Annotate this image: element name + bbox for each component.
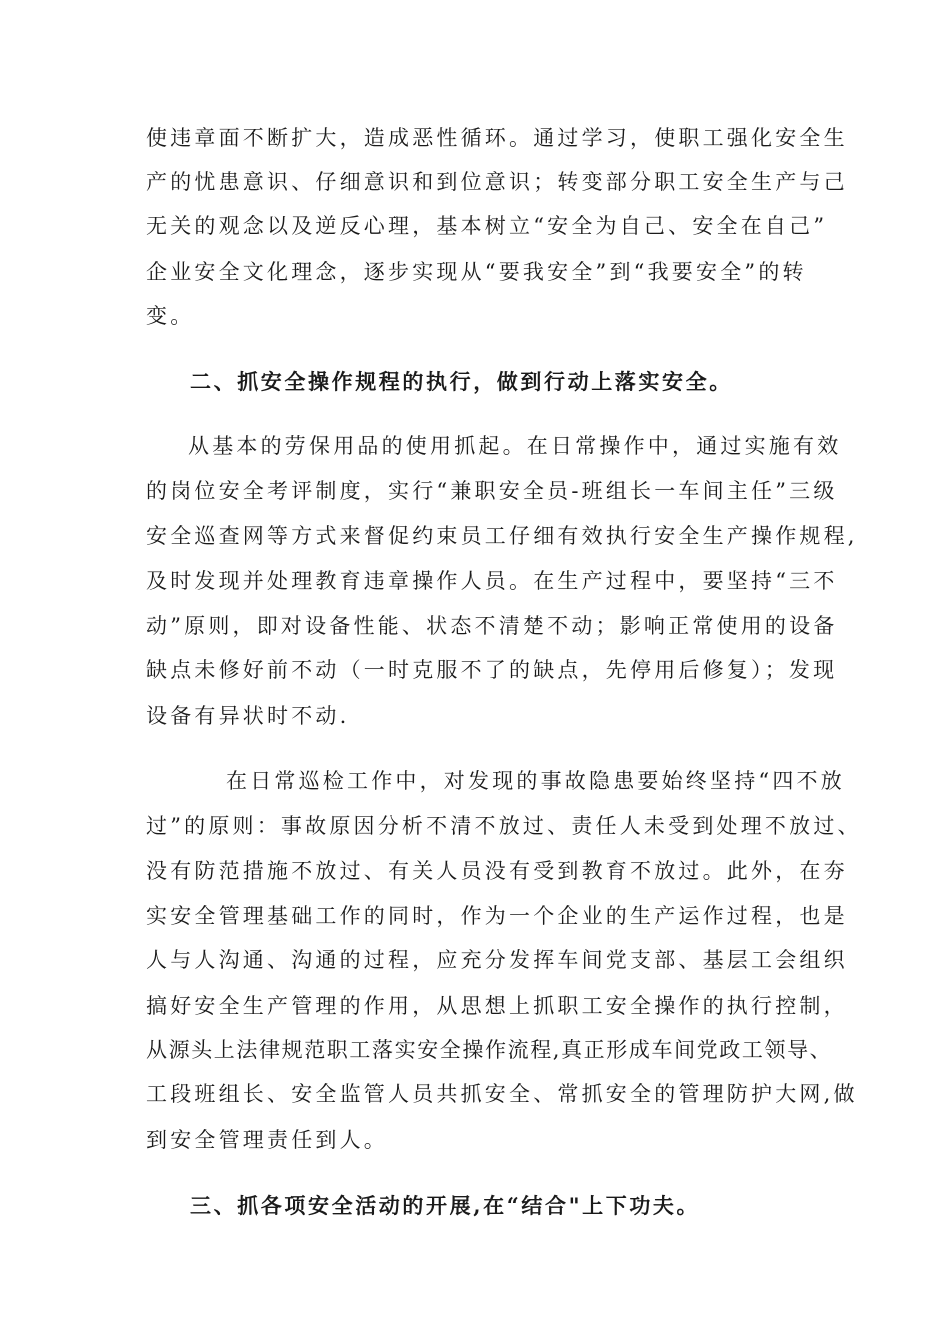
paragraph-1-line-2: 产的忧患意识、仔细意识和到位意识；转变部分职工安全生产与己 [146,170,848,194]
paragraph-3-line-6: 搞好安全生产管理的作用，从思想上抓职工安全操作的执行控制， [146,994,848,1018]
paragraph-2-line-3: 安全巡查网等方式来督促约束员工仔细有效执行安全生产操作规程, [146,524,858,548]
paragraph-1-line-1: 使违章面不断扩大，造成恶性循环。通过学习，使职工强化安全生 [146,126,848,150]
paragraph-1-line-3: 无关的观念以及逆反心理，基本树立“安全为自己、安全在自己” [146,214,828,238]
paragraph-1-line-4: 企业安全文化理念，逐步实现从“要我安全”到“我要安全”的转 [146,260,807,284]
paragraph-2-line-6: 缺点未修好前不动（一时克服不了的缺点，先停用后修复）；发现 [146,658,838,682]
paragraph-2-line-4: 及时发现并处理教育违章操作人员。在生产过程中，要坚持“三不 [146,569,838,593]
paragraph-3-line-7: 从源头上法律规范职工落实安全操作流程,真正形成车间党政工领导、 [146,1038,833,1062]
paragraph-3-line-2: 过”的原则：事故原因分析不清不放过、责任人未受到处理不放过、 [146,814,862,838]
paragraph-2-line-2: 的岗位安全考评制度，实行“兼职安全员-班组长一车间主任”三级 [146,479,838,503]
paragraph-3-line-4: 实安全管理基础工作的同时，作为一个企业的生产运作过程，也是 [146,904,848,928]
paragraph-3-line-8: 工段班组长、安全监管人员共抓安全、常抓安全的管理防护大网,做 [146,1082,858,1106]
paragraph-3-line-9: 到安全管理责任到人。 [146,1128,388,1152]
section-heading-3: 三、抓各项安全活动的开展,在“结合"上下功夫。 [190,1193,701,1218]
paragraph-2-line-5: 动”原则，即对设备性能、状态不清楚不动；影响正常使用的设备 [146,614,838,638]
paragraph-3-line-1: 在日常巡检工作中，对发现的事故隐患要始终坚持“四不放 [226,769,845,793]
section-heading-2: 二、抓安全操作规程的执行，做到行动上落实安全。 [190,369,733,394]
paragraph-2-line-1: 从基本的劳保用品的使用抓起。在日常操作中，通过实施有效 [188,434,842,458]
paragraph-2-line-7: 设备有异状时不动. [146,704,350,728]
paragraph-1-line-5: 变。 [146,304,195,328]
paragraph-3-line-3: 没有防范措施不放过、有关人员没有受到教育不放过。此外，在夯 [146,859,848,883]
paragraph-3-line-5: 人与人沟通、沟通的过程，应充分发挥车间党支部、基层工会组织 [146,948,848,972]
